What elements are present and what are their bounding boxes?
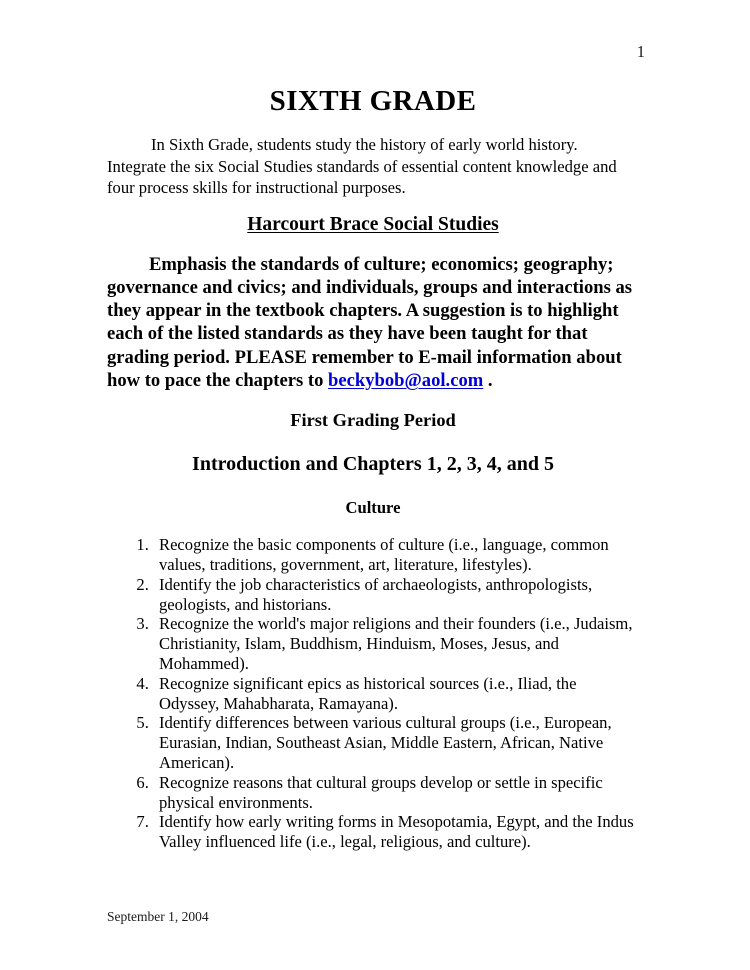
chapters-heading: Introduction and Chapters 1, 2, 3, 4, and 5	[192, 453, 554, 476]
list-item: 1. Recognize the basic components of culture (i.e., language, common values, traditions, government, art, literature, lifestyles).	[153, 535, 639, 575]
emphasis-paragraph	[107, 253, 639, 393]
document-content	[107, 84, 639, 852]
list-item: 7. Identify how early writing forms in Mesopotamia, Egypt, and the Indus Valley influenced life (i.e., legal, religious, and culture).	[153, 812, 639, 852]
list-item: 3. Recognize the world's major religions and their founders (i.e., Judaism, Christianity, Islam, Buddhism, Hinduism, Moses, Jesus, and Mohammed).	[153, 614, 639, 673]
list-item: 6. Recognize reasons that cultural groups develop or settle in specific physical environments.	[153, 773, 639, 813]
page-number: 1	[636, 42, 645, 61]
page-title: SIXTH GRADE	[269, 85, 477, 117]
email-link[interactable]: beckybob@aol.com	[328, 369, 484, 391]
textbook-heading	[107, 213, 639, 237]
standards-list	[107, 535, 639, 852]
footer-date: September 1, 2004	[107, 909, 209, 924]
emphasis-text-after-link: .	[483, 369, 493, 391]
topic-heading: Culture	[345, 498, 401, 518]
list-item: 4. Recognize significant epics as historical sources (i.e., Iliad, the Odyssey, Mahabharata, Ramayana).	[153, 674, 639, 714]
grading-period-heading: First Grading Period	[290, 410, 456, 431]
emphasis-text-before-link: Emphasis the standards of culture; economics; geography; governance and civics; and individuals, groups and interactions as they appear in the textbook chapters. A suggestion is to highlight each of the listed standards as they have been taught for that grading period. PLEASE remember to E-mail information about how to pace the chapters to	[107, 253, 633, 391]
list-item: 5. Identify differences between various cultural groups (i.e., European, Eurasian, Indian, Southeast Asian, Middle Eastern, African, Native American).	[153, 713, 639, 772]
textbook-heading-text: Harcourt Brace Social Studies	[247, 213, 499, 235]
list-item: 2. Identify the job characteristics of archaeologists, anthropologists, geologists, and historians.	[153, 575, 639, 615]
intro-paragraph: In Sixth Grade, students study the history of early world history. Integrate the six Social Studies standards of essential content knowledge and four process skills for instructional purposes.	[107, 135, 617, 197]
